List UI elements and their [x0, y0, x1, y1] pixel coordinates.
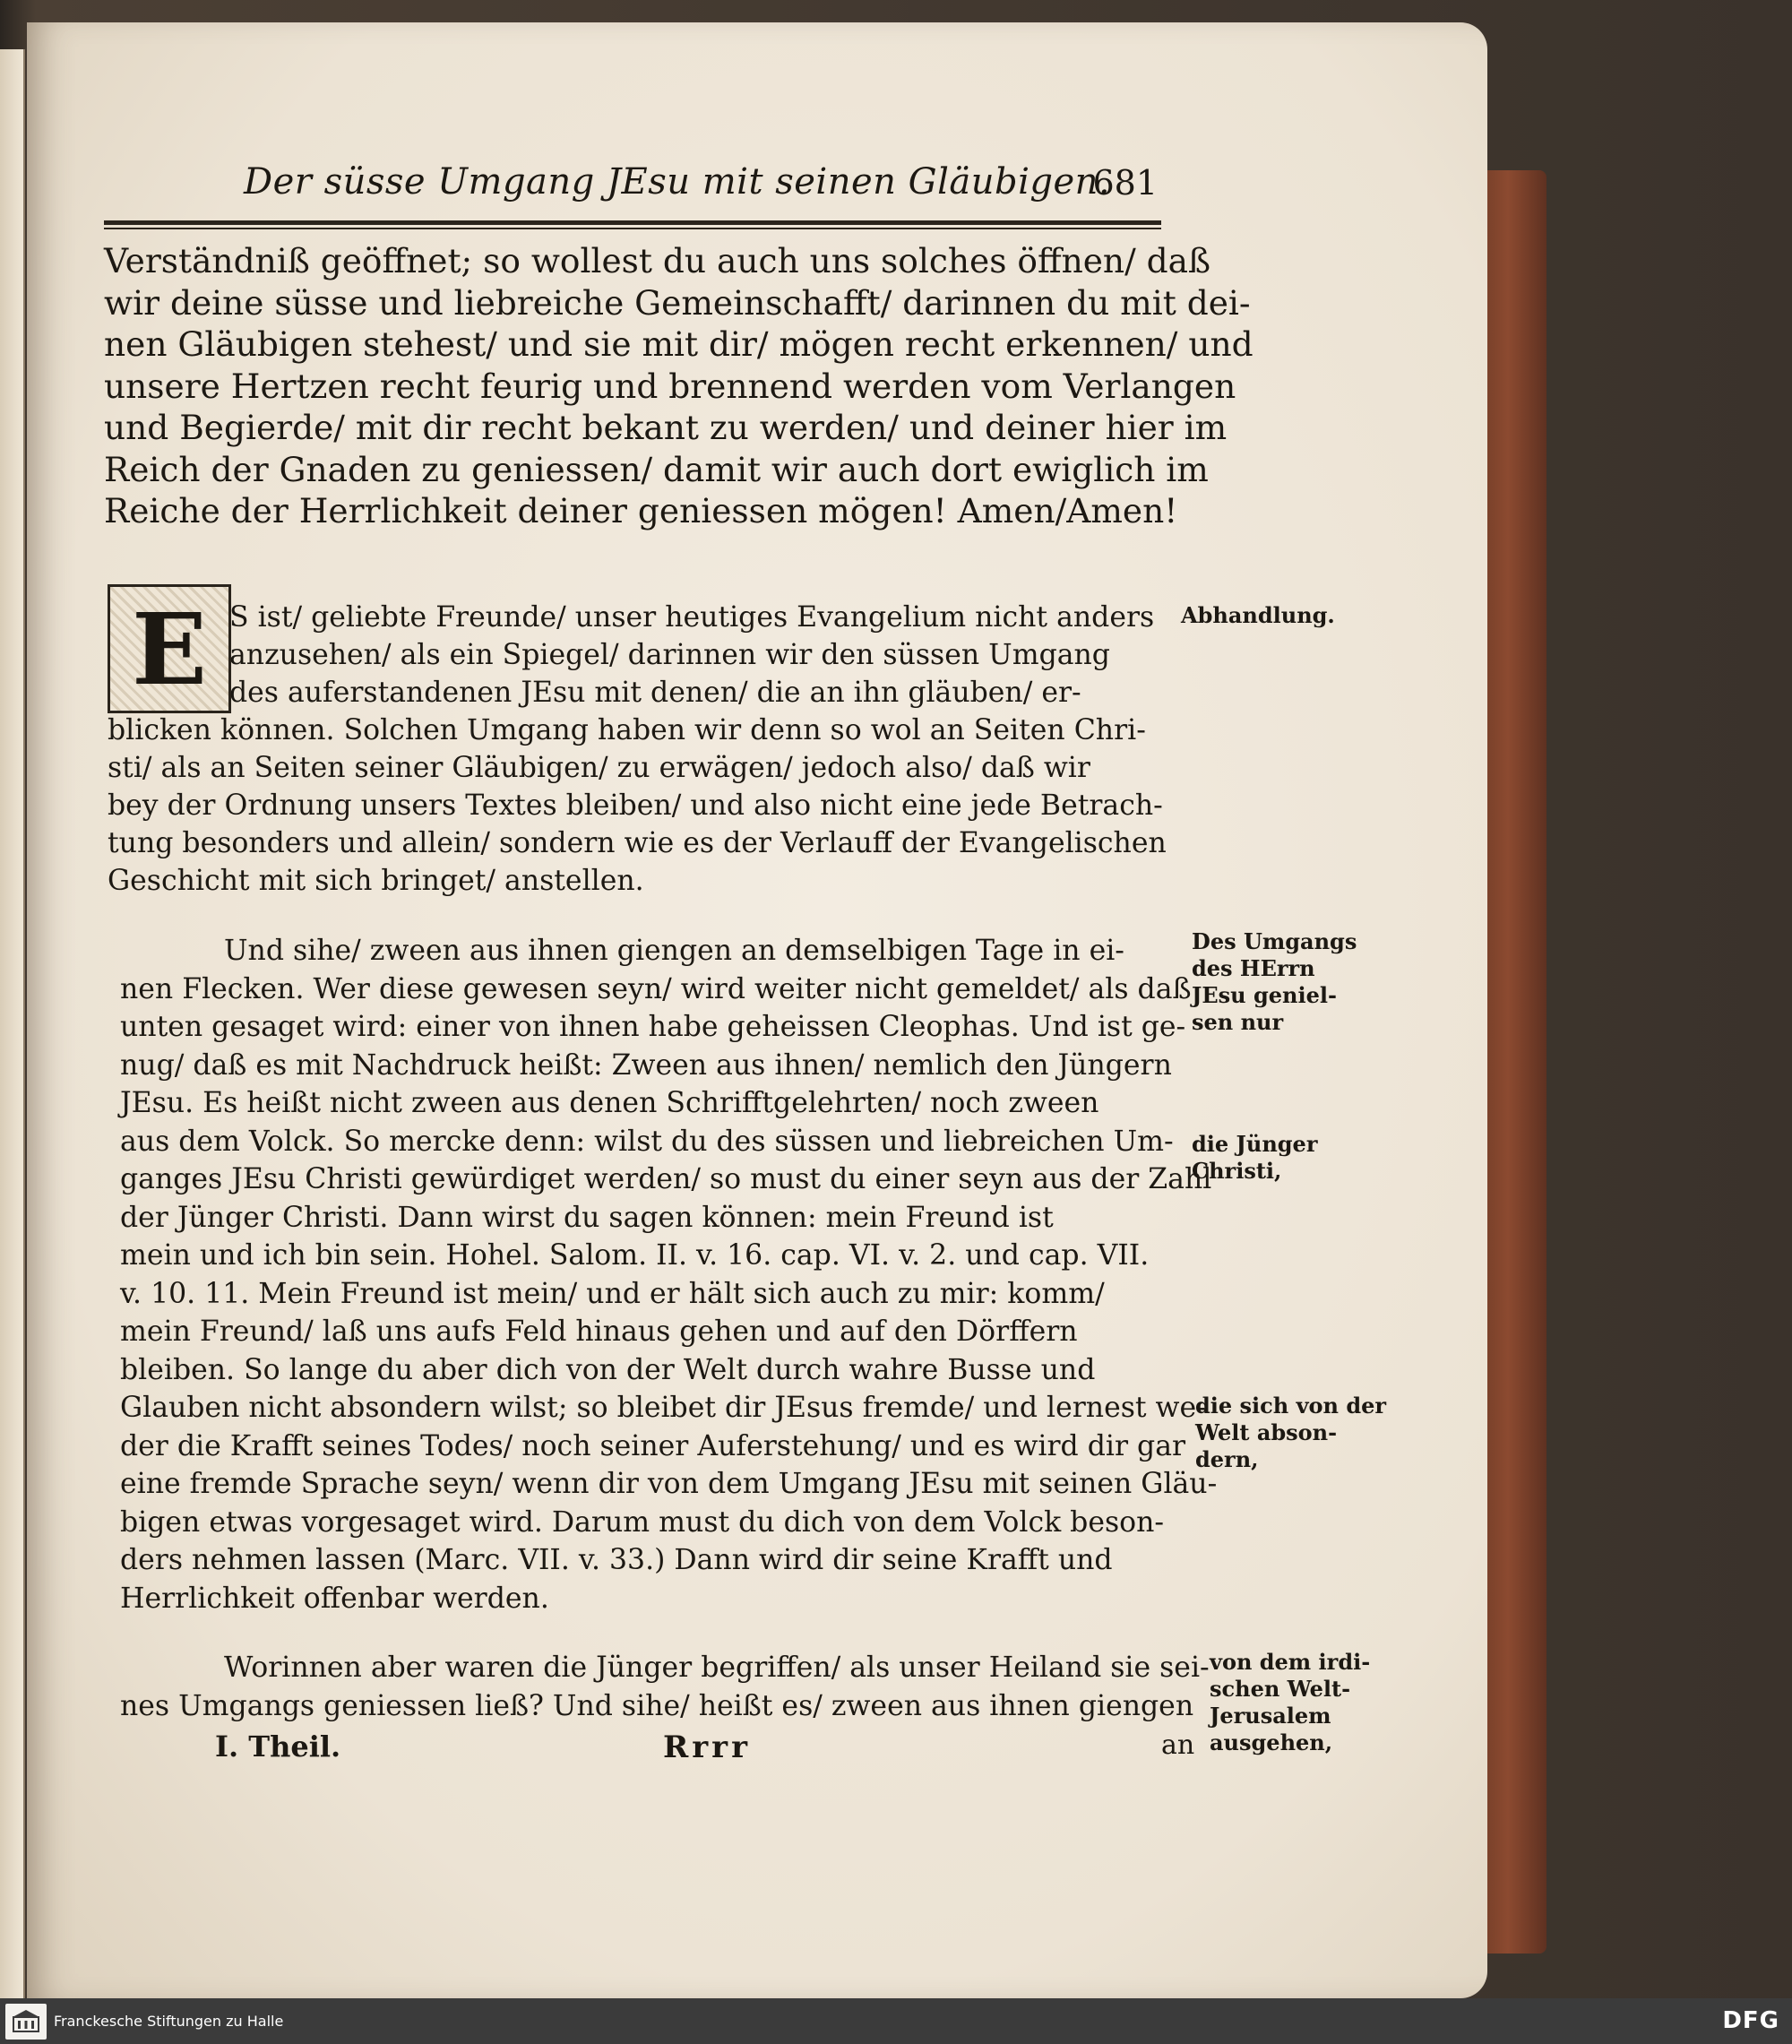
text-line: ganges JEsu Christi gewürdiget werden/ so must du einer seyn aus der Zahl	[120, 1163, 1212, 1195]
text-line: mein Freund/ laß uns aufs Feld hinaus gehen und auf den Dörffern	[120, 1315, 1078, 1348]
text-line: Reich der Gnaden zu geniessen/ damit wir auch dort ewiglich im	[104, 449, 1209, 489]
facing-page-edge	[0, 49, 25, 1998]
page-number: 681	[1092, 163, 1158, 203]
text-line: Christi,	[1192, 1158, 1282, 1184]
text-line: wir deine süsse und liebreiche Gemeinschafft/ darinnen du mit dei-	[104, 282, 1251, 323]
text-line: bey der Ordnung unsers Textes bleiben/ und also nicht eine jede Betrach-	[108, 789, 1163, 822]
text-line: dern,	[1195, 1446, 1259, 1472]
text-line: die Jünger	[1192, 1131, 1318, 1157]
text-line: der die Krafft seines Todes/ noch seiner Auferstehung/ und es wird dir gar	[120, 1429, 1186, 1462]
decorated-initial: E	[108, 584, 231, 713]
marginal-note-3	[1195, 1393, 1386, 1473]
text-line: JEsu geniel-	[1192, 982, 1337, 1008]
part-label: I. Theil.	[215, 1729, 341, 1764]
text-line: des HErrn	[1192, 955, 1315, 981]
text-line: bigen etwas vorgesaget wird. Darum must du dich von dem Volck beson-	[120, 1505, 1165, 1539]
text-line: des auferstandenen JEsu mit denen/ die an ihn gläuben/ er-	[229, 677, 1081, 709]
running-header	[244, 161, 1158, 215]
institution-name[interactable]: Franckesche Stiftungen zu Halle	[54, 2013, 284, 2030]
text-line: nes Umgangs geniessen ließ? Und sihe/ heißt es/ zween aus ihnen giengen	[120, 1689, 1194, 1722]
text-line: und Begierde/ mit dir recht bekant zu werden/ und deiner hier im	[104, 408, 1228, 447]
text-line: von dem irdi-	[1210, 1649, 1371, 1675]
text-line: unsere Hertzen recht feurig und brennend werden vom Verlangen	[104, 366, 1236, 406]
text-line: Jerusalem	[1210, 1703, 1331, 1729]
text-line: tung besonders und allein/ sondern wie es der Verlauff der Evangelischen	[108, 827, 1167, 859]
text-line: ders nehmen lassen (Marc. VII. v. 33.) Dann wird dir seine Krafft und	[120, 1544, 1113, 1576]
institution-logo[interactable]	[5, 2004, 47, 2040]
text-line: die sich von der	[1195, 1393, 1387, 1419]
building-icon	[11, 2008, 41, 2035]
text-line: v. 10. 11. Mein Freund ist mein/ und er hält sich auch zu mir: komm/	[120, 1277, 1105, 1310]
text-line: sen nur	[1192, 1009, 1284, 1035]
text-line: Abhandlung.	[1181, 602, 1335, 628]
text-line: Verständniß geöffnet; so wollest du auch uns solches öffnen/ daß	[104, 241, 1211, 280]
dfg-logo[interactable]: DFG	[1722, 2007, 1779, 2034]
prayer-paragraph	[104, 240, 1254, 532]
text-line: nug/ daß es mit Nachdruck heißt: Zween aus ihnen/ nemlich den Jüngern	[120, 1048, 1172, 1082]
text-line: Und sihe/ zween aus ihnen giengen an demselbigen Tage in ei-	[224, 935, 1124, 967]
marginal-note-2	[1192, 1131, 1317, 1185]
text-line: JEsu. Es heißt nicht zween aus denen Schrifftgelehrten/ noch zween	[120, 1087, 1099, 1119]
text-line: aus dem Volck. So mercke denn: wilst du des süssen und liebreichen Um-	[120, 1125, 1174, 1158]
text-line: eine fremde Sprache seyn/ wenn dir von dem Umgang JEsu mit seinen Gläu-	[120, 1468, 1218, 1500]
paragraph-1-body	[108, 712, 1167, 900]
viewer-footer-bar	[0, 1998, 1792, 2044]
marginal-note-abhandlung	[1181, 602, 1335, 629]
marginal-note-4	[1210, 1649, 1370, 1756]
text-line: nen Flecken. Wer diese gewesen seyn/ wird weiter nicht gemeldet/ als daß	[120, 972, 1192, 1005]
text-line: nen Gläubigen stehest/ und sie mit dir/ mögen recht erkennen/ und	[104, 324, 1254, 364]
text-line: Geschicht mit sich bringet/ anstellen.	[108, 865, 644, 897]
text-line: Worinnen aber waren die Jünger begriffen/ als unser Heiland sie sei-	[224, 1652, 1210, 1684]
signature-mark: Rrrr	[663, 1729, 751, 1765]
header-rule	[104, 220, 1161, 225]
text-line: Des Umgangs	[1192, 928, 1357, 954]
text-line: anzusehen/ als ein Spiegel/ darinnen wir den süssen Umgang	[229, 639, 1110, 671]
text-line: unten gesaget wird: einer von ihnen habe geheissen Cleophas. Und ist ge-	[120, 1011, 1186, 1043]
text-line: Herrlichkeit offenbar werden.	[120, 1582, 549, 1615]
text-line: schen Welt-	[1210, 1676, 1351, 1702]
text-line: blicken können. Solchen Umgang haben wir denn so wol an Seiten Chri-	[108, 714, 1146, 746]
header-rule-thin	[104, 228, 1161, 229]
text-line: mein und ich bin sein. Hohel. Salom. II. v. 16. cap. VI. v. 2. und cap. VII.	[120, 1239, 1150, 1272]
text-line: Reiche der Herrlichkeit deiner geniessen mögen! Amen/Amen!	[104, 491, 1178, 530]
running-title: Der süsse Umgang JEsu mit seinen Gläubigen.	[244, 161, 1111, 203]
paragraph-3	[120, 1649, 1210, 1725]
paragraph-2	[120, 932, 1217, 1617]
catchword: an	[1161, 1729, 1195, 1761]
text-line: Glauben nicht absondern wilst; so bleibet dir JEsus fremde/ und lernest we-	[120, 1392, 1206, 1424]
paragraph-1-opening	[229, 599, 1154, 712]
text-line: S ist/ geliebte Freunde/ unser heutiges Evangelium nicht anders	[229, 601, 1155, 634]
text-line: der Jünger Christi. Dann wirst du sagen können: mein Freund ist	[120, 1201, 1054, 1234]
text-line: ausgehen,	[1210, 1729, 1333, 1755]
text-line: sti/ als an Seiten seiner Gläubigen/ zu erwägen/ jedoch also/ daß wir	[108, 752, 1090, 784]
text-line: bleiben. So lange du aber dich von der Welt durch wahre Busse und	[120, 1353, 1096, 1386]
marginal-note-1	[1192, 928, 1357, 1036]
text-line: Welt abson-	[1195, 1419, 1338, 1445]
